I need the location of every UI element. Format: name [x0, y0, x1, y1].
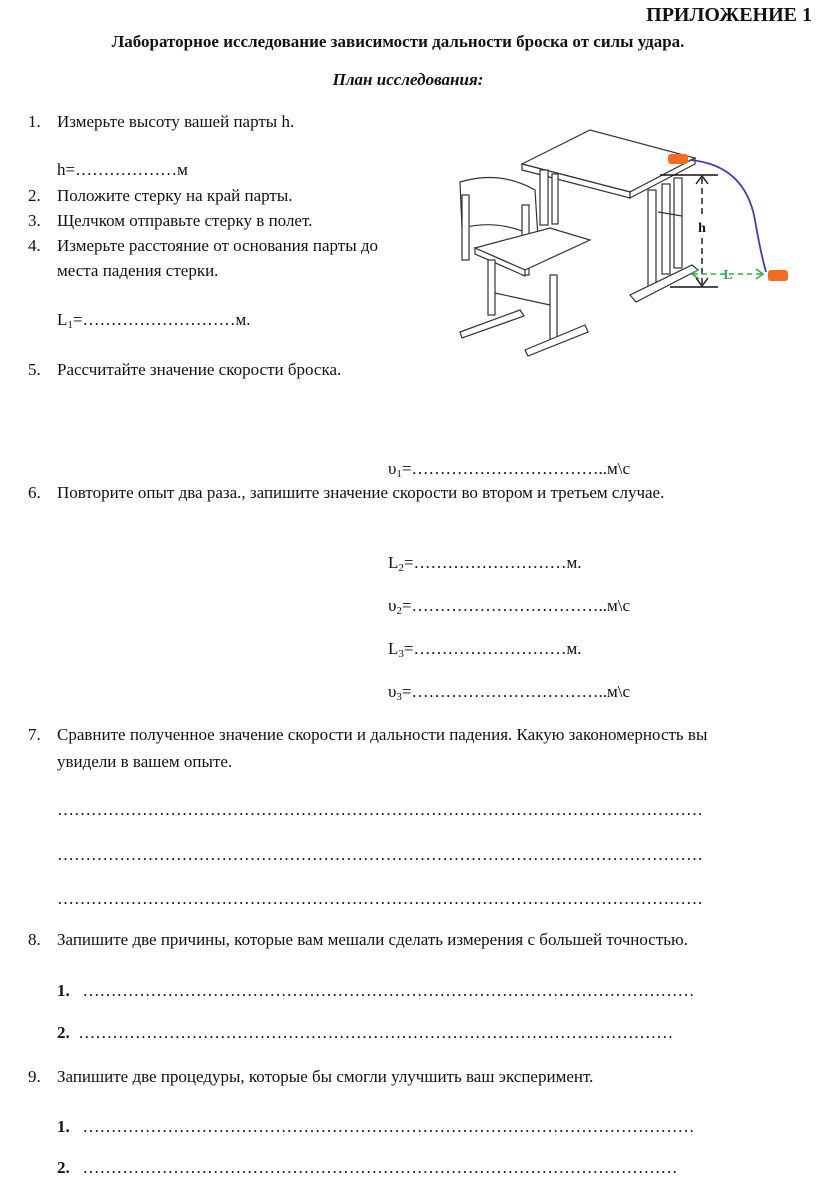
eraser-end-icon — [768, 270, 788, 281]
h-field[interactable] — [57, 160, 188, 180]
height-label: h — [698, 221, 706, 236]
step-text: Измерьте расстояние от основания парты до — [57, 236, 379, 255]
chair-crossbar — [495, 293, 550, 305]
desk-leg — [552, 174, 558, 224]
v2-field[interactable] — [388, 596, 630, 617]
field-dots: ……………………… — [413, 639, 567, 658]
reason-line-2[interactable] — [57, 1023, 816, 1043]
field-unit: м. — [235, 310, 251, 329]
step-text: Положите стерку на край парты. — [57, 186, 293, 205]
field-subscript: 1 — [396, 468, 402, 480]
line-number: 1. — [57, 1117, 70, 1136]
field-eq: = — [403, 639, 414, 658]
field-subscript: 3 — [398, 648, 404, 660]
field-dots: …………………………… — [411, 682, 599, 701]
answer-line[interactable]: …………………………………………………………………………………………………… — [57, 889, 703, 908]
field-dots: …………………………… — [411, 596, 599, 615]
field-subscript: 2 — [396, 605, 402, 617]
answer-dots: …………………………………………………………………………………………… — [78, 1023, 674, 1042]
step-number: 8. — [28, 930, 41, 949]
field-label: L — [388, 639, 399, 658]
L2-field[interactable] — [388, 553, 582, 574]
v1-field[interactable] — [388, 459, 630, 480]
field-label: h= — [57, 160, 76, 179]
step-text: Рассчитайте значение скорости броска. — [57, 360, 342, 379]
eraser-start-icon — [668, 154, 688, 164]
line-number: 2. — [57, 1023, 70, 1042]
line-number: 1. — [57, 981, 70, 1000]
field-unit: ..м\с — [598, 459, 631, 478]
step-text: Повторите опыт два раза., запишите значение скорости во втором и третьем случае. — [57, 483, 665, 502]
answer-dots: ……………………………………………………………………………………………… — [82, 1117, 695, 1136]
v3-field[interactable] — [388, 682, 630, 703]
step-text: Запишите две причины, которые вам мешали сделать измерения с большей точностью. — [57, 930, 688, 949]
reason-line-1[interactable] — [57, 981, 816, 1001]
line-number: 2. — [57, 1158, 70, 1177]
step-number: 4. — [28, 236, 41, 255]
step-number: 1. — [28, 112, 41, 131]
field-unit: м. — [566, 639, 582, 658]
chair-leg — [488, 260, 495, 315]
field-unit: м. — [566, 553, 582, 572]
field-label: υ — [388, 596, 397, 615]
document-title: Лабораторное исследование зависимости дальности броска от силы удара. — [111, 32, 685, 51]
field-unit: м — [177, 160, 188, 179]
document-subtitle: План исследования: — [332, 70, 484, 89]
desk-leg — [662, 184, 670, 274]
field-unit: ..м\с — [598, 596, 631, 615]
desk-leg — [674, 178, 682, 268]
answer-dots: …………………………………………………………………………………………… — [82, 1158, 678, 1177]
field-eq: = — [72, 310, 83, 329]
step-text-continued: увидели в вашем опыте. — [57, 752, 233, 771]
field-eq: = — [401, 596, 412, 615]
chair — [460, 178, 590, 357]
field-label: υ — [388, 682, 397, 701]
step-number: 5. — [28, 360, 41, 379]
field-dots: ……………………… — [413, 553, 567, 572]
distance-label: L — [723, 268, 733, 283]
procedure-line-1[interactable] — [57, 1117, 816, 1137]
step-text: Запишите две процедуры, которые бы смогли улучшить ваш эксперимент. — [57, 1067, 594, 1086]
L1-field[interactable] — [57, 310, 251, 331]
field-label: L — [57, 310, 68, 329]
desk-leg — [648, 190, 656, 288]
answer-dots: ……………………………………………………………………………………………… — [82, 981, 695, 1000]
step-text: Измерьте высоту вашей парты h. — [57, 112, 295, 131]
step-text-continued: места падения стерки. — [57, 261, 219, 280]
step-number: 6. — [28, 483, 41, 502]
field-eq: = — [401, 459, 412, 478]
field-label: υ — [388, 459, 397, 478]
step-text: Сравните полученное значение скорости и дальности падения. Какую закономерность вы — [57, 725, 708, 744]
appendix-label: ПРИЛОЖЕНИЕ 1 — [646, 4, 812, 26]
field-subscript: 2 — [398, 562, 404, 574]
desk-chair-illustration — [440, 120, 816, 370]
field-dots: ……………………… — [82, 310, 236, 329]
chair-leg — [550, 275, 557, 340]
step-number: 3. — [28, 211, 41, 230]
field-eq: = — [401, 682, 412, 701]
field-subscript: 3 — [396, 691, 402, 703]
step-number: 2. — [28, 186, 41, 205]
L3-field[interactable] — [388, 639, 582, 660]
step-number: 7. — [28, 725, 41, 744]
field-unit: ..м\с — [598, 682, 631, 701]
procedure-line-2[interactable] — [57, 1158, 816, 1178]
field-dots: …………………………… — [411, 459, 599, 478]
answer-line[interactable]: …………………………………………………………………………………………………… — [57, 800, 703, 819]
field-label: L — [388, 553, 399, 572]
answer-line[interactable]: …………………………………………………………………………………………………… — [57, 845, 703, 864]
step-number: 9. — [28, 1067, 41, 1086]
step-text: Щелчком отправьте стерку в полет. — [57, 211, 313, 230]
chair-back-post — [462, 195, 469, 260]
field-eq: = — [403, 553, 414, 572]
experiment-diagram — [440, 120, 816, 370]
desk-leg — [540, 170, 548, 225]
field-dots: ……………… — [75, 160, 178, 179]
field-subscript: 1 — [67, 319, 73, 331]
